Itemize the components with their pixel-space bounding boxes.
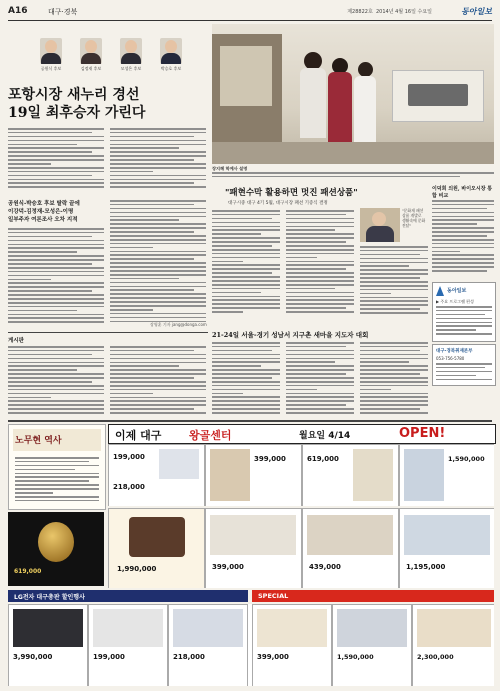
- interview-headline: 이덕희 의원, 바이오시장 통합 비교: [432, 186, 493, 199]
- inset-photo: [360, 208, 400, 242]
- photo-caption-text: [212, 172, 494, 180]
- special-banner-text: LG전자 대구총판 할인행사: [14, 594, 85, 601]
- feature-body-col1: [212, 210, 280, 318]
- product-price: 399,000: [212, 563, 244, 571]
- product-grid-bottom: [8, 604, 494, 686]
- candidate-caption: 박승호 후보: [160, 66, 182, 71]
- mid-left-title: 게시판: [8, 338, 24, 344]
- product-price: 1,195,000: [406, 563, 446, 571]
- lead-headline: [8, 86, 208, 122]
- product-price: 399,000: [257, 653, 289, 661]
- product-cell[interactable]: [108, 444, 205, 506]
- product-price: 3,990,000: [13, 653, 53, 661]
- special-banner-left[interactable]: [8, 590, 248, 602]
- product-cell[interactable]: [399, 444, 494, 506]
- product-price: 399,000: [254, 455, 286, 463]
- interview-body: [432, 200, 494, 276]
- subhead-3: 일부주자 여론조사 오차 지적: [8, 217, 78, 223]
- section-name: 대구·경북: [48, 8, 78, 16]
- product-price: 218,000: [173, 653, 205, 661]
- broadcast-brand: 동아일보: [447, 288, 467, 294]
- desk-phone: 053-756-5780: [436, 356, 465, 361]
- mid-body-col2: [286, 342, 354, 416]
- product-cell[interactable]: [412, 604, 494, 686]
- product-price: 199,000: [93, 653, 125, 661]
- headline-line-1: 포항시장 새누리 경선: [8, 87, 140, 103]
- product-price: 2,300,000: [417, 653, 454, 661]
- retail-ad-banner[interactable]: [108, 424, 496, 444]
- candidate-caption: 모성은 후보: [120, 66, 142, 71]
- product-price: 199,000: [113, 453, 145, 461]
- board-col1: [8, 346, 104, 416]
- ad-divider: [8, 420, 492, 422]
- board-col2: [110, 346, 206, 416]
- product-cell[interactable]: [108, 508, 205, 588]
- product-price: 1,990,000: [117, 565, 157, 573]
- ad1-subtitle: 왕골센터: [189, 429, 232, 442]
- product-price: 1,590,000: [448, 455, 485, 463]
- product-grid-mid: [108, 508, 494, 588]
- ad1-date: 월요일 4/14: [299, 431, 351, 441]
- product-ad-dark[interactable]: [8, 512, 104, 586]
- product-cell[interactable]: [302, 444, 399, 506]
- channel-a-icon: [436, 286, 444, 296]
- product-cell[interactable]: [332, 604, 412, 686]
- ad1-open: OPEN!: [399, 426, 446, 441]
- product-cell[interactable]: [205, 444, 302, 506]
- product-price: 619,000: [307, 455, 339, 463]
- candidate-caption: 공원식 후보: [40, 66, 62, 71]
- feature-headline: "패현수막 활용하면 멋진 패션상품": [225, 188, 358, 198]
- dark-ad-price: 619,000: [14, 568, 42, 575]
- photo-caption-lead: 장지혜 학예사 설명: [212, 166, 248, 171]
- lead-subheads: [8, 200, 104, 224]
- ad1-headline: 이제 대구: [115, 429, 162, 442]
- lead-byline: 장영훈 기자 jang@donga.com: [150, 322, 207, 327]
- desk-label: 대구·경북취재본부: [436, 349, 473, 354]
- feature-subhead: 대구시중 대구 4기 5월, 대구시장 패션 기증식 결정: [228, 201, 328, 206]
- product-price: 1,590,000: [337, 653, 374, 661]
- divider: [8, 332, 208, 333]
- mid-body-col3: [360, 342, 428, 416]
- mid-headline: 21-24일 서울-경기 성남서 지구촌 새마을 지도자 대회: [212, 331, 369, 339]
- page-number: A16: [8, 6, 28, 16]
- candidate-portraits: [40, 38, 200, 78]
- candidate-photo: [160, 38, 182, 64]
- lead-body-col2b: [110, 200, 206, 326]
- candidate-photo: [120, 38, 142, 64]
- exhibition-photo: [212, 24, 494, 164]
- product-cell[interactable]: [168, 604, 248, 686]
- headline-line-2: 19일 최후승자 가린다: [8, 105, 146, 121]
- special-banner-right[interactable]: [252, 590, 494, 602]
- product-price: 439,000: [309, 563, 341, 571]
- lead-body-col2: [110, 128, 206, 192]
- product-cell[interactable]: [205, 508, 302, 588]
- product-grid-top: [108, 444, 494, 506]
- product-price: 218,000: [113, 483, 145, 491]
- candidate-caption: 김정재 후보: [80, 66, 102, 71]
- product-cell[interactable]: [252, 604, 332, 686]
- desk-box: [432, 344, 496, 386]
- product-cell[interactable]: [399, 508, 494, 588]
- candidate-photo: [40, 38, 62, 64]
- special-banner-text: SPECIAL: [258, 592, 289, 600]
- product-cell[interactable]: [88, 604, 168, 686]
- academy-name: 노무현 역사: [15, 436, 62, 446]
- product-cell[interactable]: [302, 508, 399, 588]
- subhead-1: 공원식-박승호 후보 탈락 끝에: [8, 201, 80, 207]
- subhead-2: 이강덕-김정재-모성은-이명: [8, 209, 74, 215]
- feature-body-col3: [360, 246, 428, 318]
- broadcast-item: ▶ 주요 프로그램 편성: [436, 299, 474, 304]
- page-header: [8, 6, 492, 21]
- issue-date: 제28822호 2014년 4월 16일 수요일: [344, 9, 432, 15]
- academy-ad[interactable]: [8, 424, 106, 510]
- newspaper-logo: 동아일보: [461, 7, 492, 16]
- lead-body-col1b: [8, 228, 104, 326]
- product-cell[interactable]: [8, 604, 88, 686]
- broadcast-box: [432, 282, 496, 342]
- candidate-photo: [80, 38, 102, 64]
- lead-body-col1: [8, 128, 104, 192]
- feature-body-col2: [286, 210, 354, 318]
- inset-quote: "문화재 패션상품 개발로 생활속에 문화 전달": [402, 208, 426, 228]
- mid-body-col1: [212, 342, 280, 416]
